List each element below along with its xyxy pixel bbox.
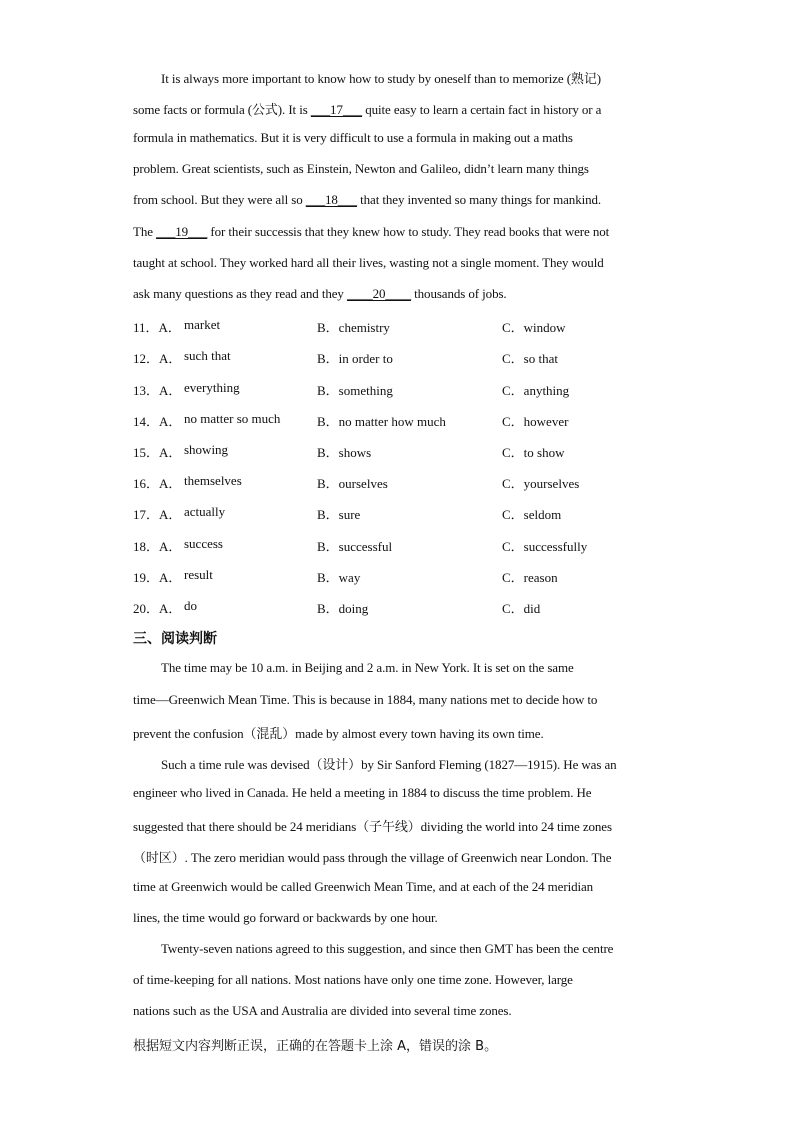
instruction-text: 根据短文内容判断正误，正确的在答题卡上涂 A，错误的涂 B。 xyxy=(133,1039,498,1054)
passage2-line-4: Such a time rule was devised（设计）by Sir Sanford Fleming (1827—1915). He was an xyxy=(161,757,617,772)
option-c: C．reason xyxy=(502,570,558,585)
option-c: C．yourselves xyxy=(502,476,580,491)
passage2-line-1: The time may be 10 a.m. in Beijing and 2 a.m. in New York. It is set on the same xyxy=(161,660,574,675)
question-11 xyxy=(133,317,733,335)
option-b: B．no matter how much xyxy=(317,414,446,429)
question-20 xyxy=(133,598,733,616)
text-segment: that they invented so many things for mankind. xyxy=(357,192,602,207)
question-number: 18．A． xyxy=(133,539,182,554)
passage1-line-4: problem. Great scientists, such as Einstein, Newton and Galileo, didn’t learn many things xyxy=(133,161,589,176)
passage1-line-3: formula in mathematics. But it is very difficult to use a formula in making out a maths xyxy=(133,130,573,145)
blank-19: ___19___ xyxy=(156,224,208,239)
text-segment: The xyxy=(133,224,157,239)
passage2-line-7: （时区）. The zero meridian would pass through the village of Greenwich near London. The xyxy=(133,850,612,865)
option-c: C．so that xyxy=(502,351,558,366)
question-12 xyxy=(133,348,733,366)
passage2-line-2: time—Greenwich Mean Time. This is because in 1884, many nations met to decide how to xyxy=(133,692,598,707)
section-heading: 三、阅读判断 xyxy=(133,631,217,647)
passage1-line-1: It is always more important to know how to study by oneself than to memorize (熟记) xyxy=(161,71,601,86)
option-a: no matter so much xyxy=(184,411,281,426)
passage2-line-6: suggested that there should be 24 meridians（子午线）dividing the world into 24 time zones xyxy=(133,819,612,834)
option-b: B．something xyxy=(317,383,393,398)
option-b: B．sure xyxy=(317,507,361,522)
blank-20: ____20____ xyxy=(346,286,411,301)
text-segment: from school. But they were all so xyxy=(133,192,306,207)
question-17 xyxy=(133,504,733,522)
option-b: B．in order to xyxy=(317,351,393,366)
option-b: B．shows xyxy=(317,445,372,460)
passage1-line-7: taught at school. They worked hard all their lives, wasting not a single moment. They would xyxy=(133,255,604,270)
question-number: 16．A． xyxy=(133,476,182,491)
option-c: C．however xyxy=(502,414,569,429)
passage2-line-9: lines, the time would go forward or backwards by one hour. xyxy=(133,910,438,925)
question-number: 15．A． xyxy=(133,445,182,460)
option-c: C．did xyxy=(502,601,541,616)
passage1-line-6 xyxy=(133,224,609,240)
question-number: 19．A． xyxy=(133,570,182,585)
option-a: success xyxy=(184,536,223,551)
passage2-line-11: of time-keeping for all nations. Most nations have only one time zone. However, large xyxy=(133,972,573,987)
option-a: everything xyxy=(184,380,240,395)
option-b: B．way xyxy=(317,570,361,585)
option-b: B．chemistry xyxy=(317,320,390,335)
option-c: C．to show xyxy=(502,445,565,460)
question-number: 12．A． xyxy=(133,351,182,366)
option-c: C．anything xyxy=(502,383,570,398)
question-15 xyxy=(133,442,733,460)
option-a: result xyxy=(184,567,213,582)
blank-17: ___17___ xyxy=(310,102,363,117)
passage1-line-8 xyxy=(133,286,507,302)
option-b: B．successful xyxy=(317,539,393,554)
question-number: 20．A． xyxy=(133,601,182,616)
question-number: 17．A． xyxy=(133,507,182,522)
passage2-line-12: nations such as the USA and Australia are divided into several time zones. xyxy=(133,1003,512,1018)
text-segment: some facts or formula (公式). It is xyxy=(133,102,311,117)
option-a: market xyxy=(184,317,221,332)
passage1-line-2 xyxy=(133,99,601,118)
option-b: B．doing xyxy=(317,601,369,616)
question-number: 14．A． xyxy=(133,414,182,429)
option-a: such that xyxy=(184,348,231,363)
passage2-line-3: prevent the confusion（混乱）made by almost every town having its own time. xyxy=(133,726,544,741)
passage1-line-5 xyxy=(133,192,601,208)
blank-18: ___18___ xyxy=(305,192,357,207)
text-segment: quite easy to learn a certain fact in history or a xyxy=(362,102,602,117)
option-a: themselves xyxy=(184,473,242,488)
option-a: do xyxy=(184,598,197,613)
option-b: B．ourselves xyxy=(317,476,388,491)
question-number: 11．A． xyxy=(133,320,181,335)
text-segment: thousands of jobs. xyxy=(410,286,507,301)
text-segment: for their successis that they knew how to study. They read books that were not xyxy=(207,224,610,239)
passage2-line-5: engineer who lived in Canada. He held a meeting in 1884 to discuss the time problem. He xyxy=(133,785,592,800)
option-a: showing xyxy=(184,442,229,457)
question-13 xyxy=(133,380,733,398)
option-c: C．window xyxy=(502,320,566,335)
option-c: C．seldom xyxy=(502,507,562,522)
question-14 xyxy=(133,411,733,429)
option-a: actually xyxy=(184,504,226,519)
option-c: C．successfully xyxy=(502,539,588,554)
passage2-line-8: time at Greenwich would be called Greenwich Mean Time, and at each of the 24 meridian xyxy=(133,879,594,894)
question-18 xyxy=(133,536,733,554)
question-19 xyxy=(133,567,733,585)
question-16 xyxy=(133,473,733,491)
text-segment: ask many questions as they read and they xyxy=(133,286,347,301)
passage2-line-10: Twenty-seven nations agreed to this suggestion, and since then GMT has been the centre xyxy=(161,941,614,956)
question-number: 13．A． xyxy=(133,383,182,398)
